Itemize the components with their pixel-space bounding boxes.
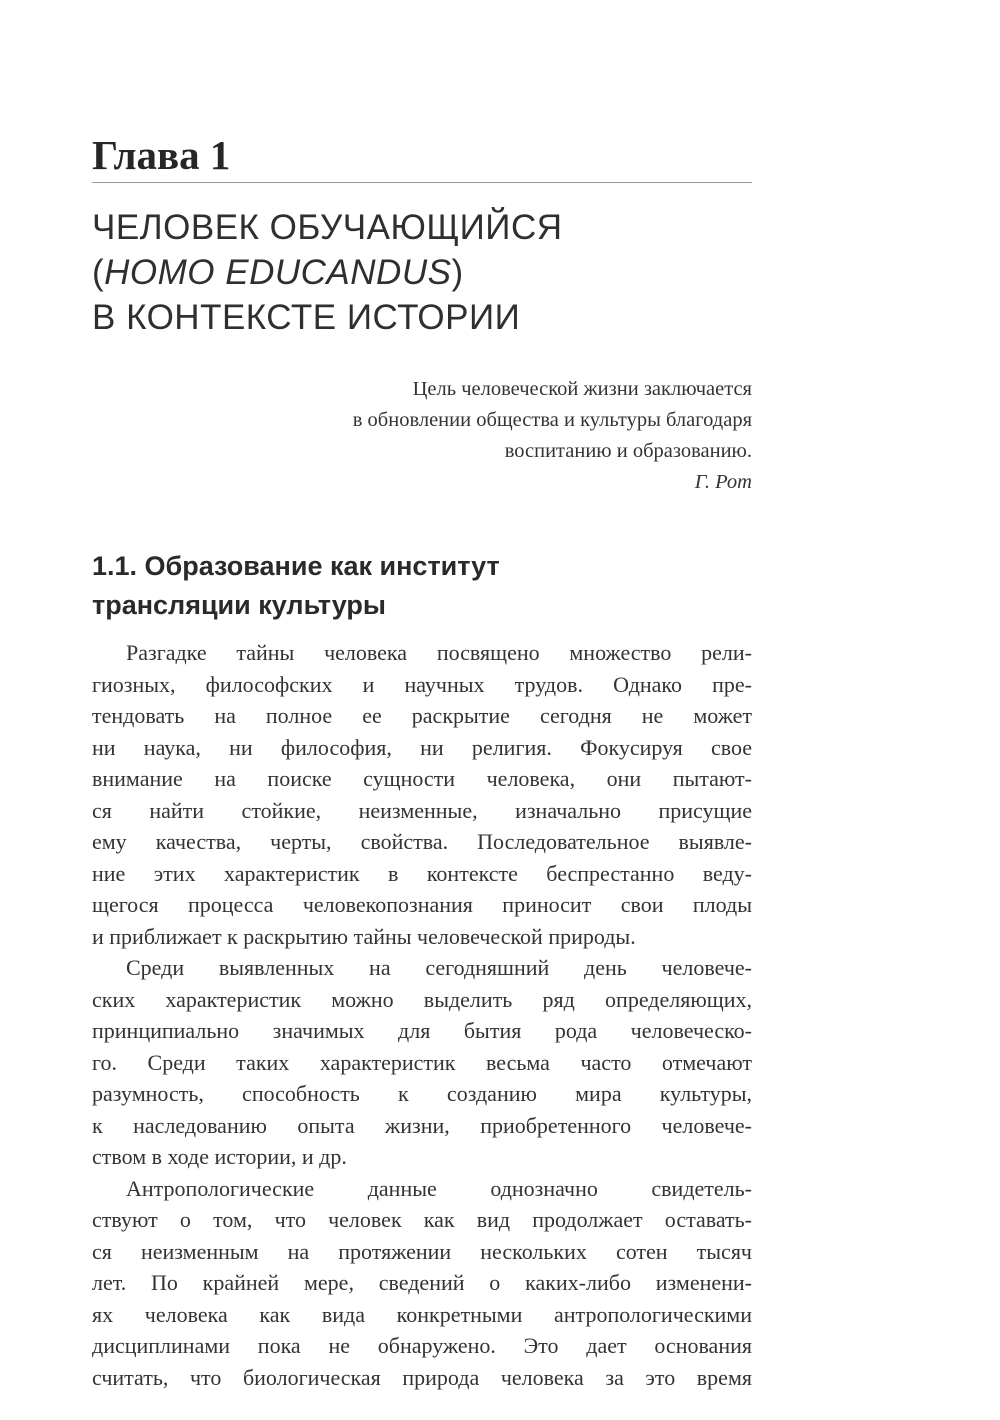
text-line: ему качества, черты, свойства. Последовательное выявле- <box>92 829 752 854</box>
paragraph-1 <box>92 637 752 952</box>
text-line: лет. По крайней мере, сведений о каких-либо изменени- <box>92 1270 752 1295</box>
text-line: ством в ходе истории, и др. <box>92 1144 347 1169</box>
text-line: щегося процесса человекопознания приносит свои плоды <box>92 892 752 917</box>
text-line: гиозных, философских и научных трудов. Однако пре- <box>92 671 752 697</box>
text-line: к наследованию опыта жизни, приобретенного человече- <box>92 1112 752 1138</box>
text-line: считать, что биологическая природа человека за это время <box>92 1364 752 1390</box>
section-title-line-2: трансляции культуры <box>92 590 386 620</box>
text-line: ствуют о том, что человек как вид продолжает оставать- <box>92 1207 752 1232</box>
epigraph <box>92 374 752 498</box>
text-line: ни наука, ни философия, ни религия. Фокусируя свое <box>92 734 752 760</box>
epigraph-line: Цель человеческой жизни заключается <box>412 378 752 400</box>
latin-term: HOMO EDUCANDUS <box>104 253 452 292</box>
paren-open: ( <box>92 253 105 292</box>
text-line: ся неизменным на протяжении нескольких сотен тысяч <box>92 1238 752 1264</box>
text-line: Разгадке тайны человека посвящено множество рели- <box>126 640 752 665</box>
section-title <box>92 547 752 625</box>
chapter-title-line-2 <box>92 253 464 292</box>
text-line: внимание на поиске сущности человека, они пытают- <box>92 766 752 791</box>
text-line: тендовать на полное ее раскрытие сегодня не может <box>92 703 752 728</box>
book-page <box>92 130 752 1393</box>
text-line: ние этих характеристик в контексте беспрестанно веду- <box>92 860 752 886</box>
chapter-label: Глава 1 <box>92 132 231 178</box>
epigraph-author: Г. Рот <box>694 471 752 493</box>
text-line: и приближает к раскрытию тайны человеческой природы. <box>92 923 636 949</box>
text-line: дисциплинами пока не обнаружено. Это дает основания <box>92 1333 752 1358</box>
chapter-title-line-3: В КОНТЕКСТЕ ИСТОРИИ <box>92 298 521 337</box>
text-line: ях человека как вида конкретными антропологическими <box>92 1301 752 1327</box>
chapter-divider <box>92 182 752 183</box>
paragraph-2 <box>92 952 752 1173</box>
paragraph-3 <box>92 1173 752 1394</box>
text-line: ских характеристик можно выделить ряд определяющих, <box>92 986 752 1012</box>
epigraph-line: в обновлении общества и культуры благодаря <box>352 409 752 431</box>
text-line: Антропологические данные однозначно свидетель- <box>126 1175 752 1201</box>
chapter-title-line-1: ЧЕЛОВЕК ОБУЧАЮЩИЙСЯ <box>92 208 563 247</box>
text-line: разумность, способность к созданию мира культуры, <box>92 1081 752 1106</box>
text-line: го. Среди таких характеристик весьма часто отмечают <box>92 1049 752 1075</box>
chapter-title <box>92 205 752 340</box>
paren-close: ) <box>451 253 464 292</box>
text-line: Среди выявленных на сегодняшний день человече- <box>126 955 752 980</box>
epigraph-line: воспитанию и образованию. <box>504 440 752 462</box>
text-line: принципиально значимых для бытия рода человеческо- <box>92 1018 752 1043</box>
text-line: ся найти стойкие, неизменные, изначально присущие <box>92 797 752 823</box>
section-title-line-1: 1.1. Образование как институт <box>92 551 500 581</box>
